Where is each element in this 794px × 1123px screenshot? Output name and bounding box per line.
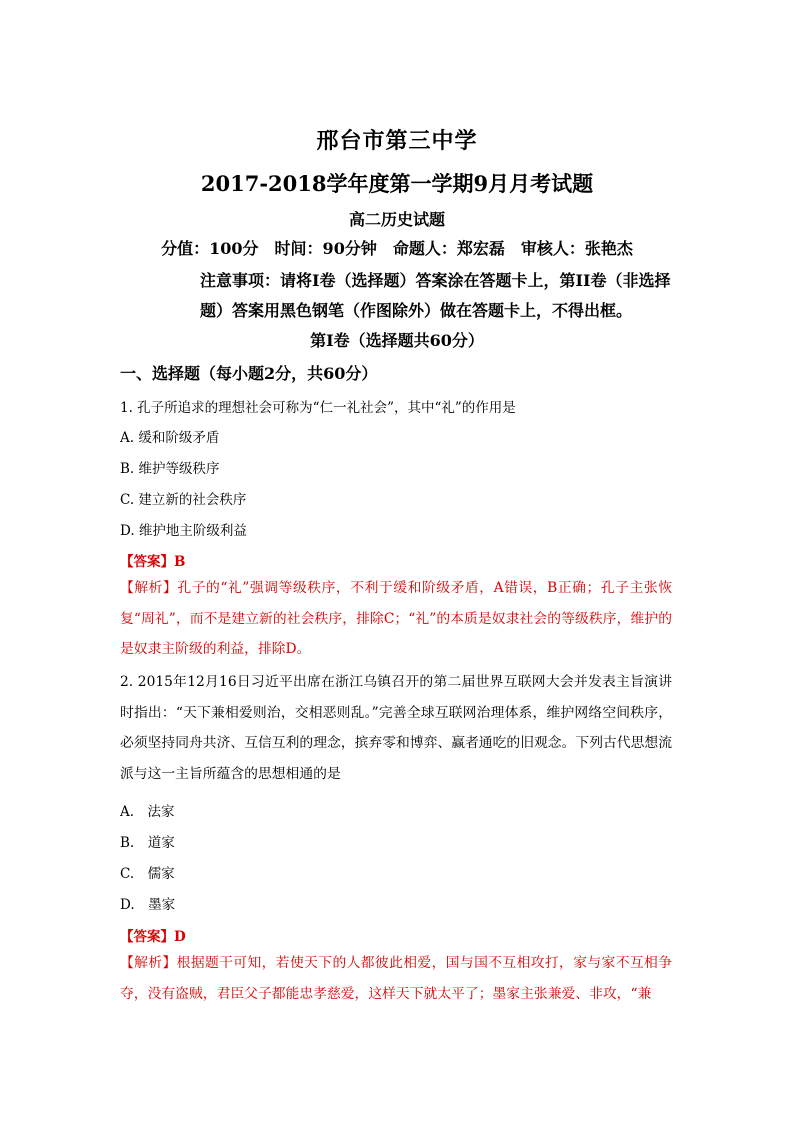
q1-option-b: B. 维护等级秩序	[120, 461, 220, 477]
q2-option-a: A. 法家	[120, 804, 175, 820]
exam-title: 2017-2018学年度第一学期9月月考试题	[200, 171, 594, 196]
q2-answer: 【答案】D	[120, 929, 186, 945]
q2-stem: 2. 2015年12月16日习近平出席在浙江乌镇召开的第二届世界互联网大会并发表主旨演讲时指出：“天下兼相爱则治，交相恶则乱。”完善全球互联网治理体系，维护网络空间秩序，必须坚持同舟共济、互信互利的理念，摈弃零和博弈、赢者通吃的旧观念。下列古代思想流派与这一主旨所蕴含的思想相通的是	[120, 674, 672, 782]
q2-option-b: B. 道家	[120, 835, 175, 851]
q1-stem: 1. 孔子所追求的理想社会可称为“仁一礼社会”，其中“礼”的作用是	[120, 400, 516, 416]
school-title: 邢台市第三中学	[316, 128, 478, 154]
q2-analysis: 【解析】根据题干可知，若使天下的人都彼此相爱，国与国不互相攻打，家与家不互相争夺，没有盗贼，君臣父子都能忠孝慈爱，这样天下就太平了；墨家主张兼爱、非攻，“兼	[120, 955, 672, 1002]
q1-option-a: A. 缓和阶级矛盾	[120, 430, 220, 446]
q2-option-c: C. 儒家	[120, 866, 175, 882]
q1-answer: 【答案】B	[120, 554, 186, 570]
notice-text: 注意事项：请将Ⅰ卷（选择题）答案涂在答题卡上，第II卷（非选择题）答案用黑色钢笔（作图除外）做在答题卡上，不得出框。	[200, 271, 671, 320]
section1-title: 一、选择题（每小题2分，共60分）	[120, 364, 378, 383]
q1-analysis: 【解析】孔子的“礼”强调等级秩序，不利于缓和阶级矛盾，A错误，B正确；孔子主张恢复“周礼”，而不是建立新的社会秩序，排除C；“礼”的本质是奴隶社会的等级秩序，维护的是奴隶主阶级的利益，排除D。	[120, 580, 672, 657]
part1-title: 第Ⅰ卷（选择题共60分）	[310, 331, 484, 350]
q2-option-d: D. 墨家	[120, 897, 176, 913]
exam-meta: 分值：100分 时间：90分钟 命题人：郑宏磊 审核人：张艳杰	[161, 239, 633, 258]
q1-option-d: D. 维护地主阶级利益	[120, 523, 247, 539]
q1-option-c: C. 建立新的社会秩序	[120, 492, 247, 508]
subject-title: 高二历史试题	[348, 210, 445, 229]
